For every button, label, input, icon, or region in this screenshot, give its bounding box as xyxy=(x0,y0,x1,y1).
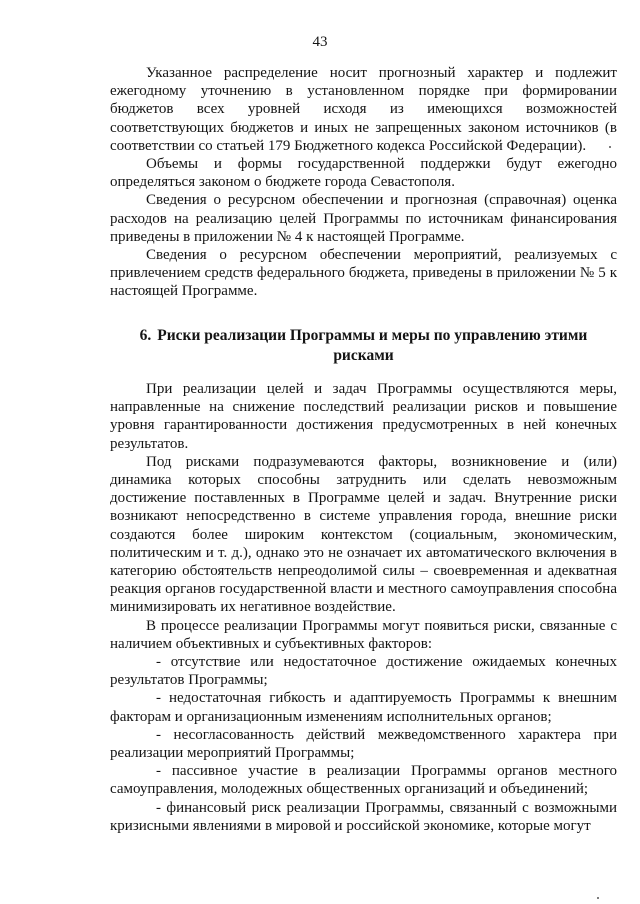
paragraph-risk-factors-intro: В процессе реализации Программы могут появиться риски, связанные с наличием объективных и субъективных факторов: xyxy=(110,617,617,652)
scan-speck xyxy=(609,146,611,148)
paragraph-risk-definition: Под рисками подразумеваются факторы, возникновение и (или) динамика которых способны затруднить или сделать невозможным достижение поставленных в Программе целей и задач. Внутренние риски возникают непосредственно в системе управления города, внешние риски создаются более широким контекстом (социальным, экономическим, политическим и т. д.), однако это не означает их автоматического включения в категорию обстоятельств непреодолимой силы – своевременная и адекватная реакция органов государственной власти и местного самоуправления способна минимизировать их негативное воздействие. xyxy=(110,453,617,616)
scan-speck xyxy=(597,897,599,899)
paragraph-resource-appendix-5: Сведения о ресурсном обеспечении мероприятий, реализуемых с привлечением средств федерального бюджета, приведены в приложении № 5 к настоящей Программе. xyxy=(110,247,617,300)
paragraph-budget-distribution: Указанное распределение носит прогнозный характер и подлежит ежегодному уточнению в установленном порядке при формировании бюджетов всех уровней исходя из имеющихся возможностей соответствующих бюджетов и иных не запрещенных законом источников (в соответствии со статьей 179 Бюджетного кодекса Российской Федерации). xyxy=(110,65,617,154)
budget-paragraphs xyxy=(110,64,617,301)
risk-list-item: - финансовый риск реализации Программы, связанный с возможными кризисными явлениями в мировой и российской экономике, которые могут xyxy=(110,799,617,834)
section-title: Риски реализации Программы и меры по управлению этими рисками xyxy=(157,327,588,364)
risk-section-body xyxy=(110,380,617,835)
paragraph-resource-appendix-4: Сведения о ресурсном обеспечении и прогнозная (справочная) оценка расходов на реализацию целей Программы по источникам финансирования приведены в приложении № 4 к настоящей Программе. xyxy=(110,192,617,245)
paragraph-state-support: Объемы и формы государственной поддержки будут ежегодно определяться законом о бюджете города Севастополя. xyxy=(110,156,617,191)
risk-list-item: - несогласованность действий межведомственного характера при реализации мероприятий Программы; xyxy=(110,726,617,762)
page-number: 43 xyxy=(312,34,328,50)
risk-list-item: - недостаточная гибкость и адаптируемость Программы к внешним факторам и организационным изменениям исполнительных органов; xyxy=(110,690,617,725)
paragraph-risk-measures: При реализации целей и задач Программы осуществляются меры, направленные на снижение последствий реализации рисков и повышение уровня гарантированности достижения предусмотренных в ней конечных результатов. xyxy=(110,381,617,452)
risk-list-item: - пассивное участие в реализации Программы органов местного самоуправления, молодежных общественных организаций и объединений; xyxy=(110,763,617,798)
section-heading xyxy=(110,326,617,366)
risk-list-item: - отсутствие или недостаточное достижение ожидаемых конечных результатов Программы; xyxy=(110,654,617,689)
section-number: 6. xyxy=(139,327,152,344)
